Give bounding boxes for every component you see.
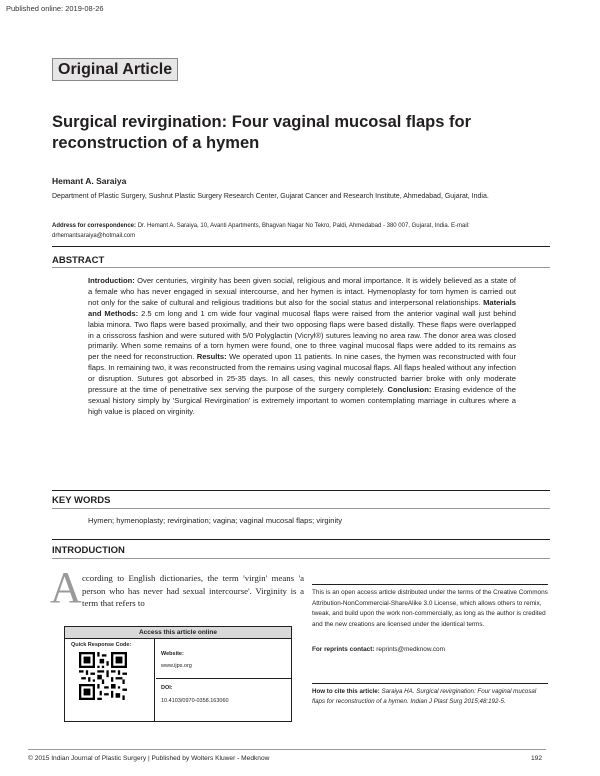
keywords-text: Hymen; hymenoplasty; revirgination; vagina; vaginal mucosal flaps; virginity: [88, 516, 343, 525]
abstract-heading: ABSTRACT: [52, 255, 105, 266]
abstract-results-text: We operated upon 11 patients. In nine cases, the hymen was reconstructed with four flaps. In remaining two, it was reconstructed from the remains using vaginal mucosal flaps. All flaps healed without any infection or disruption. Sutures got absorbed in 25-35 days. In all cases, this newly constructed barrier broke with only moderate pressure at the time of penetrative sex serving the purpose of the surgery completely.: [88, 352, 516, 395]
divider-license-top: [312, 584, 548, 585]
cite-block: [312, 687, 548, 706]
website-label: Website:: [161, 651, 184, 657]
author-name: Hemant A. Saraiya: [52, 176, 127, 186]
abstract-methods-label: Materials and Methods:: [88, 297, 516, 318]
cite-label: How to cite this article:: [312, 688, 380, 695]
drop-cap: A: [50, 563, 82, 612]
correspondence-address: [52, 221, 552, 241]
footer-copyright: © 2015 Indian Journal of Plastic Surgery | Published by Wolters Kluwer - Medknow: [28, 755, 270, 762]
divider-keywords-sub: [52, 508, 550, 509]
abstract-intro-text: Over centuries, virginity has been given social, religious and moral importance. It is widely believed as a state of a female who has never engaged in sexual intercourse, and her hymen is intact. Hymenoplasty for torn hymen is carried out not only for the sake of cultural and religious traditions but also for the social status and interpersonal relationships.: [88, 276, 516, 307]
qr-code-panel: [65, 639, 155, 721]
abstract-conclusion-label: Conclusion:: [387, 385, 432, 395]
access-online-box: [64, 626, 292, 722]
divider-footer: [28, 749, 546, 750]
author-affiliation: Department of Plastic Surgery, Sushrut Plastic Surgery Research Center, Gujarat Cancer and Research Institute, Ahmedabad, Gujarat, India.: [52, 193, 489, 200]
qr-code-label: Quick Response Code:: [71, 642, 132, 648]
published-date: Published online: 2019-08-26: [6, 4, 104, 13]
correspondence-text: Dr. Hemant A. Saraiya, 10, Avanti Apartments, Bhagvan Nagar No Tekro, Paldi, Ahmedabad - 380 007, Gujarat, India. E-mail: drhemantsaraiya@hotmail.com: [52, 223, 470, 239]
correspondence-label: Address for correspondence:: [52, 223, 137, 229]
introduction-heading: INTRODUCTION: [52, 545, 125, 556]
website-row: [156, 639, 291, 679]
divider-intro-top: [52, 539, 550, 540]
qr-code-icon[interactable]: [79, 652, 127, 700]
abstract-conclusion-text: Erasing evidence of the sexual history simply by 'Surgical Revirgination' is extremely important to women contemplating marriage in cultures where a high value is placed on virginity.: [88, 385, 516, 416]
website-link[interactable]: www.ijps.org: [161, 663, 192, 669]
reprints-email[interactable]: reprints@medknow.com: [376, 646, 445, 653]
introduction-text: ccording to English dictionaries, the term 'virgin' means 'a person who has never had sexual intercourse'. Virginity is a term that refers to: [82, 573, 304, 608]
abstract-intro-label: Introduction:: [88, 276, 135, 285]
keywords-heading: KEY WORDS: [52, 495, 111, 506]
divider-intro-sub: [52, 558, 550, 559]
license-text: This is an open access article distributed under the terms of the Creative Commons Attribution-NonCommercial-ShareAlike 3.0 License, which allows others to remix, tweak, and build upon the work non-commercially, as long as the author is credited and the new creations are licensed under the identical terms.: [312, 589, 548, 628]
article-title: Surgical revirgination: Four vaginal mucosal flaps for reconstruction of a hymen: [52, 113, 472, 152]
divider-abstract-sub: [52, 267, 550, 268]
cite-text: Saraiya HA. Surgical revirgination: Four vaginal mucosal flaps for reconstruction of a hymen. Indian J Plast Surg 2015;48:192-5.: [312, 688, 537, 705]
section-label: Original Article: [52, 58, 178, 81]
page-number: 192: [531, 755, 543, 762]
doi-link[interactable]: 10.4103/0970-0358.163060: [161, 698, 229, 704]
access-box-heading: Access this article online: [65, 627, 291, 639]
divider-cite-top: [312, 683, 548, 684]
abstract-body: [88, 276, 516, 418]
abstract-results-label: Results:: [196, 352, 227, 362]
divider-abstract-top: [52, 246, 550, 247]
doi-label: DOI:: [161, 685, 173, 691]
abstract-methods-text: 2.5 cm long and 1 cm wide four vaginal mucosal flaps were raised from the anterior vaginal wall just behind labia minora. Two flaps were based proximally, and their two opposing flaps were based distally. These flaps were overlapped in a crisscross fashion and were sutured with 5/0 Polyglactin (Vicryl®) sutures leaving no area raw. The donor area was closed primarily. When some remains of a torn hymen were found, one to three vaginal mucosal flaps were added to its remains as per the need for reconstruction.: [88, 308, 516, 362]
doi-row: [156, 679, 291, 721]
access-info-panel: [156, 639, 291, 721]
reprints-label: For reprints contact:: [312, 646, 375, 653]
divider-keywords-top: [52, 490, 550, 491]
reprints-contact: [312, 646, 445, 653]
